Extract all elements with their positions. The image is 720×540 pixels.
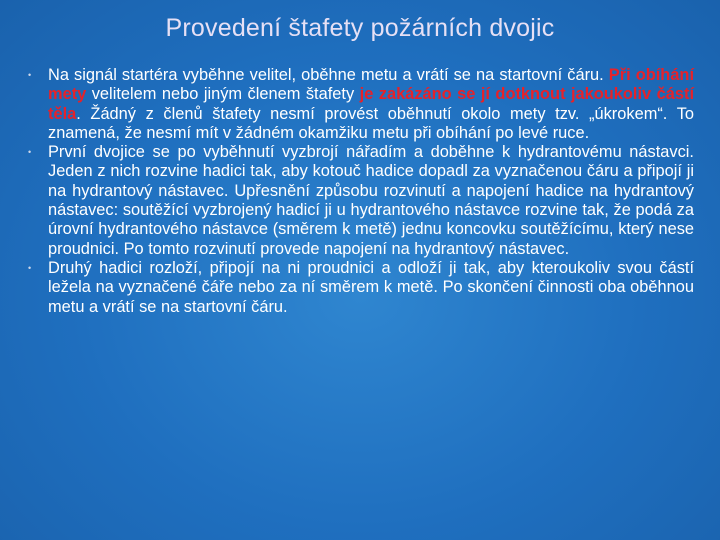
- bullet-1-text-a: Na signál startéra vyběhne velitel, oběhne metu a vrátí se na startovní čáru.: [48, 66, 609, 84]
- slide-title: Provedení štafety požárních dvojic: [165, 14, 555, 42]
- bullet-1-text-b: velitelem nebo jiným členem štafety: [86, 85, 360, 104]
- bullet-dot-icon: •: [28, 70, 32, 80]
- bullet-item-2: [28, 143, 694, 259]
- bullet-item-1: [28, 66, 694, 143]
- bullet-dot-icon: •: [28, 147, 32, 158]
- bullet-1-text-c: . Žádný z členů štafety nesmí provést oběhnutí okolo mety tzv. „úkrokem“. To znamená, že nesmí mít v žádném okamžiku metu při obíhání po levé ruce.: [48, 104, 694, 142]
- bullet-dot-icon: •: [28, 262, 32, 273]
- bullet-2-text: První dvojice se po vyběhnutí vyzbrojí nářadím a doběhne k hydrantovému nástavci. Jeden z nich rozvine hadici tak, aby kotouč hadice dopadl za vyznačenou čáru a připojí ji na hydrantový nástavec. Upřesnění způsobu rozvinutí a napojení hadice na hydrantový nástavec: soutěžící vyzbrojený hadicí ji u hydrantového nástavce rozvine tak, že podá za úrovní hydrantového nástavce (směrem k metě) jednu koncovku soutěžícímu, který nese proudnici. Po tomto rozvinutí provede napojení na hydrantový nástavec.: [48, 143, 694, 258]
- bullet-3-text: Druhý hadici rozloží, připojí na ni proudnici a odloží ji tak, aby kteroukoliv svou částí ležela na vyznačené čáře nebo za ní směrem k metě. Po skončení činnosti oba oběhnou metu a vrátí se na startovní čáru.: [48, 258, 694, 316]
- bullet-item-3: [28, 259, 694, 317]
- bullet-1-highlight-a: Při obíhání mety: [48, 66, 694, 104]
- bullet-list: [28, 66, 694, 317]
- bullet-1-highlight-b: je zakázáno se jí dotknout jakoukoliv částí těla: [48, 85, 694, 123]
